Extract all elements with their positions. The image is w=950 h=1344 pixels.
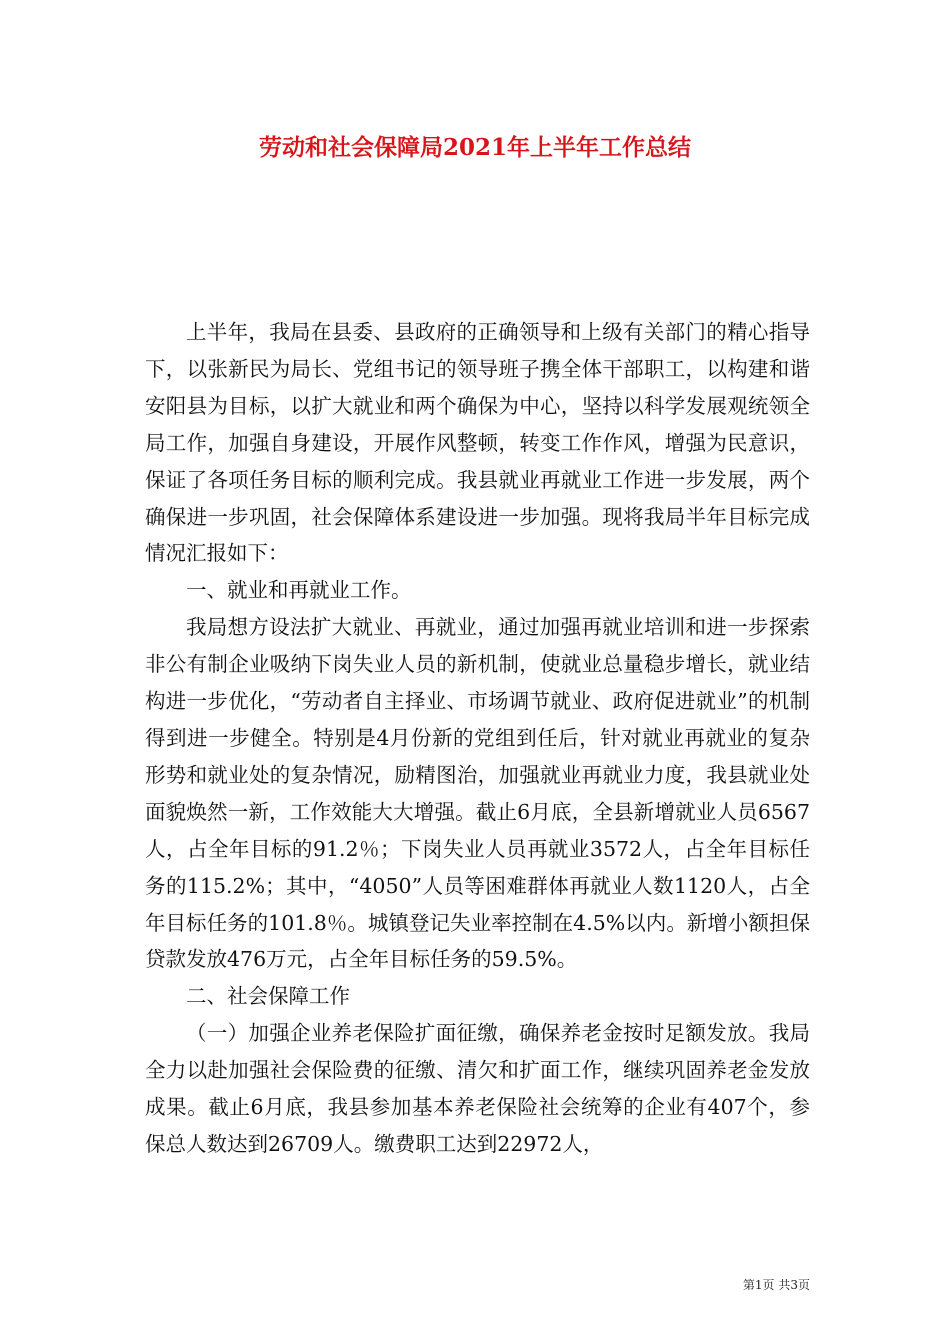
paragraph-employment: 我局想方设法扩大就业、再就业，通过加强再就业培训和进一步探索非公有制企业吸纳下岗失业人员的新机制，使就业总量稳步增长，就业结构进一步优化，“劳动者自主择业、市场调节就业、政府促进就业”的机制得到进一步健全。特别是4月份新的党组到任后，针对就业再就业的复杂形势和就业处的复杂情况，励精图治，加强就业再就业力度，我县就业处面貌焕然一新，工作效能大大增强。截止6月底，全县新增就业人员6567人，占全年目标的91.2％；下岗失业人员再就业3572人，占全年目标任务的115.2%；其中，“4050”人员等困难群体再就业人数1120人，占全年目标任务的101.8％。城镇登记失业率控制在4.5%以内。新增小额担保贷款发放476万元，占全年目标任务的59.5%。: [145, 615, 810, 972]
document-body: [145, 314, 810, 1163]
paragraph-pension: （一）加强企业养老保险扩面征缴，确保养老金按时足额发放。我局全力以赴加强社会保险费的征缴、清欠和扩面工作，继续巩固养老金发放成果。截止6月底，我县参加基本养老保险社会统筹的企业有407个，参保总人数达到26709人。缴费职工达到22972人，: [145, 1021, 810, 1156]
section-heading-employment: 一、就业和再就业工作。: [186, 578, 412, 603]
document-title: 劳动和社会保障局2021年上半年工作总结: [258, 134, 691, 161]
section-heading-social-security: 二、社会保障工作: [186, 984, 350, 1009]
page-number: 第1页 共3页: [742, 1278, 810, 1292]
paragraph-intro: 上半年，我局在县委、县政府的正确领导和上级有关部门的精心指导下，以张新民为局长、党组书记的领导班子携全体干部职工，以构建和谐安阳县为目标，以扩大就业和两个确保为中心，坚持以科学发展观统领全局工作，加强自身建设，开展作风整顿，转变工作作风，增强为民意识，保证了各项任务目标的顺利完成。我县就业再就业工作进一步发展，两个确保进一步巩固，社会保障体系建设进一步加强。现将我局半年目标完成情况汇报如下：: [145, 320, 810, 566]
